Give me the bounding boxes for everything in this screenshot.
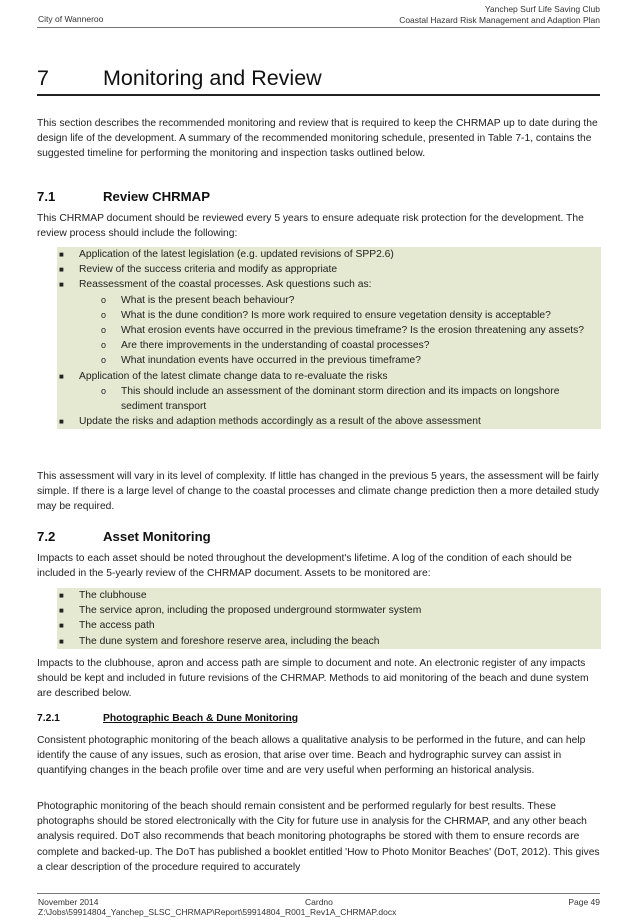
section-title: Monitoring and Review	[103, 66, 322, 90]
intro-paragraph: This section describes the recommended monitoring and review that is required to keep the CHRMAP up to date during the design life of the development. A summary of the recommended monitoring schedule, presented in Table 7-1, contains the suggested timeline for performing the monitoring and inspection tasks outlined below.	[37, 118, 598, 160]
sub-marker: o	[101, 309, 107, 320]
sub-list-item: o This should include an assessment of the dominant storm direction and its impacts on longshore sediment transport	[101, 385, 560, 413]
assessment-paragraph: This assessment will vary in its level of complexity. If little has changed in the previous 5 years, the assessment will be fairly simple. If there is a large level of change to the coastal processes and climate change prediction then a more detailed study may be required.	[37, 471, 600, 513]
sub-list-item: o What is the present beach behaviour?	[57, 293, 601, 308]
list-item: ■ Application of the latest climate change data to re-evaluate the risks	[57, 369, 601, 384]
heading-7-2: 7.2 Asset Monitoring	[37, 529, 211, 544]
heading-7-2-1: 7.2.1 Photographic Beach & Dune Monitoring	[37, 713, 299, 724]
list-item: ■ The access path	[57, 618, 601, 633]
heading-7-1: 7.1 Review CHRMAP	[37, 189, 210, 204]
header-plan-title: Coastal Hazard Risk Management and Adaption Plan	[399, 14, 600, 25]
list-item: ■ The service apron, including the proposed underground stormwater system	[57, 603, 601, 618]
bullet-marker: ■	[59, 636, 64, 646]
list-item: ■ Reassessment of the coastal processes. Ask questions such as:	[57, 277, 601, 292]
footer-company: Cardno	[305, 897, 333, 907]
bullet-marker: ■	[59, 280, 64, 290]
list-item: ■ Application of the latest legislation (e.g. updated revisions of SPP2.6)	[57, 247, 601, 262]
impacts-paragraph: Impacts to the clubhouse, apron and access path are simple to document and note. An electronic register of any impacts should be kept and included in future revisions of the CHRMAP. Methods to aid monitoring of the beach and dune system are described below.	[37, 658, 589, 700]
sub-marker: o	[101, 340, 107, 351]
review-list	[57, 247, 601, 429]
sub-marker: o	[101, 355, 107, 366]
sub-list-item: o What inundation events have occurred in the previous timeframe?	[57, 353, 601, 368]
sub-marker: o	[101, 294, 107, 305]
bullet-marker: ■	[59, 417, 64, 427]
photo-monitoring-paragraph-1: Consistent photographic monitoring of the beach allows a qualitative analysis to be performed in the future, and can help identify the cause of any issues, such as erosion, that arise over time. Beach and hydrographic survey can assist in quantifying changes in the beach profile over time and are very useful when performing an historical analysis.	[37, 735, 586, 777]
section-heading	[37, 66, 600, 96]
footer-file-path: Z:\Jobs\59914804_Yanchep_SLSC_CHRMAP\Report\59914804_R001_Rev1A_CHRMAP.docx	[38, 907, 397, 917]
list-item: ■ The dune system and foreshore reserve area, including the beach	[57, 634, 601, 649]
bullet-marker: ■	[59, 591, 64, 600]
footer-date: November 2014	[38, 897, 99, 907]
bullet-marker: ■	[59, 371, 64, 381]
list-item: ■ The clubhouse	[57, 588, 601, 603]
header-organisation: City of Wanneroo	[38, 14, 104, 24]
sub-list-item: o What is the dune condition? Is more work required to ensure vegetation density is acceptable?	[57, 308, 601, 323]
footer-divider	[37, 893, 600, 894]
sub-marker: o	[101, 325, 107, 336]
asset-paragraph: Impacts to each asset should be noted throughout the development's lifetime. A log of the condition of each should be included in the 5-yearly review of the CHRMAP document. Assets to be monitored are:	[37, 553, 572, 580]
sub-marker: o	[101, 385, 107, 396]
photo-monitoring-paragraph-2: Photographic monitoring of the beach should remain consistent and be performed regularly for best results. These photographs should be stored electronically with the City for future use in analysis for the CHRMAP, and any other beach analysis required. DoT also recommends that beach monitoring photographs be stored with them to ensure records are complete and backed-up. The DoT has published a booklet entitled 'How to Photo Monitor Beaches' (DoT, 2012). This gives a clear description of the procedure required to accurately	[37, 801, 600, 873]
header-divider	[37, 27, 600, 28]
sub-list-item: o Are there improvements in the understanding of coastal processes?	[57, 338, 601, 353]
list-item: ■ Update the risks and adaption methods accordingly as a result of the above assessment	[57, 414, 601, 429]
asset-list	[57, 588, 601, 649]
review-paragraph: This CHRMAP document should be reviewed every 5 years to ensure adequate risk protection for the development. The review process should include the following:	[37, 213, 584, 240]
bullet-marker: ■	[59, 621, 64, 631]
header-project	[399, 4, 600, 25]
bullet-marker: ■	[59, 265, 64, 275]
bullet-marker: ■	[59, 606, 64, 616]
footer-page-number: Page 49	[568, 897, 600, 907]
header-club: Yanchep Surf Life Saving Club	[484, 4, 600, 14]
section-number: 7	[37, 66, 49, 90]
list-item: ■ Review of the success criteria and modify as appropriate	[57, 262, 601, 277]
bullet-marker: ■	[59, 250, 64, 259]
sub-list-item: o What erosion events have occurred in the previous timeframe? Is the erosion threatening any assets?	[57, 323, 601, 338]
